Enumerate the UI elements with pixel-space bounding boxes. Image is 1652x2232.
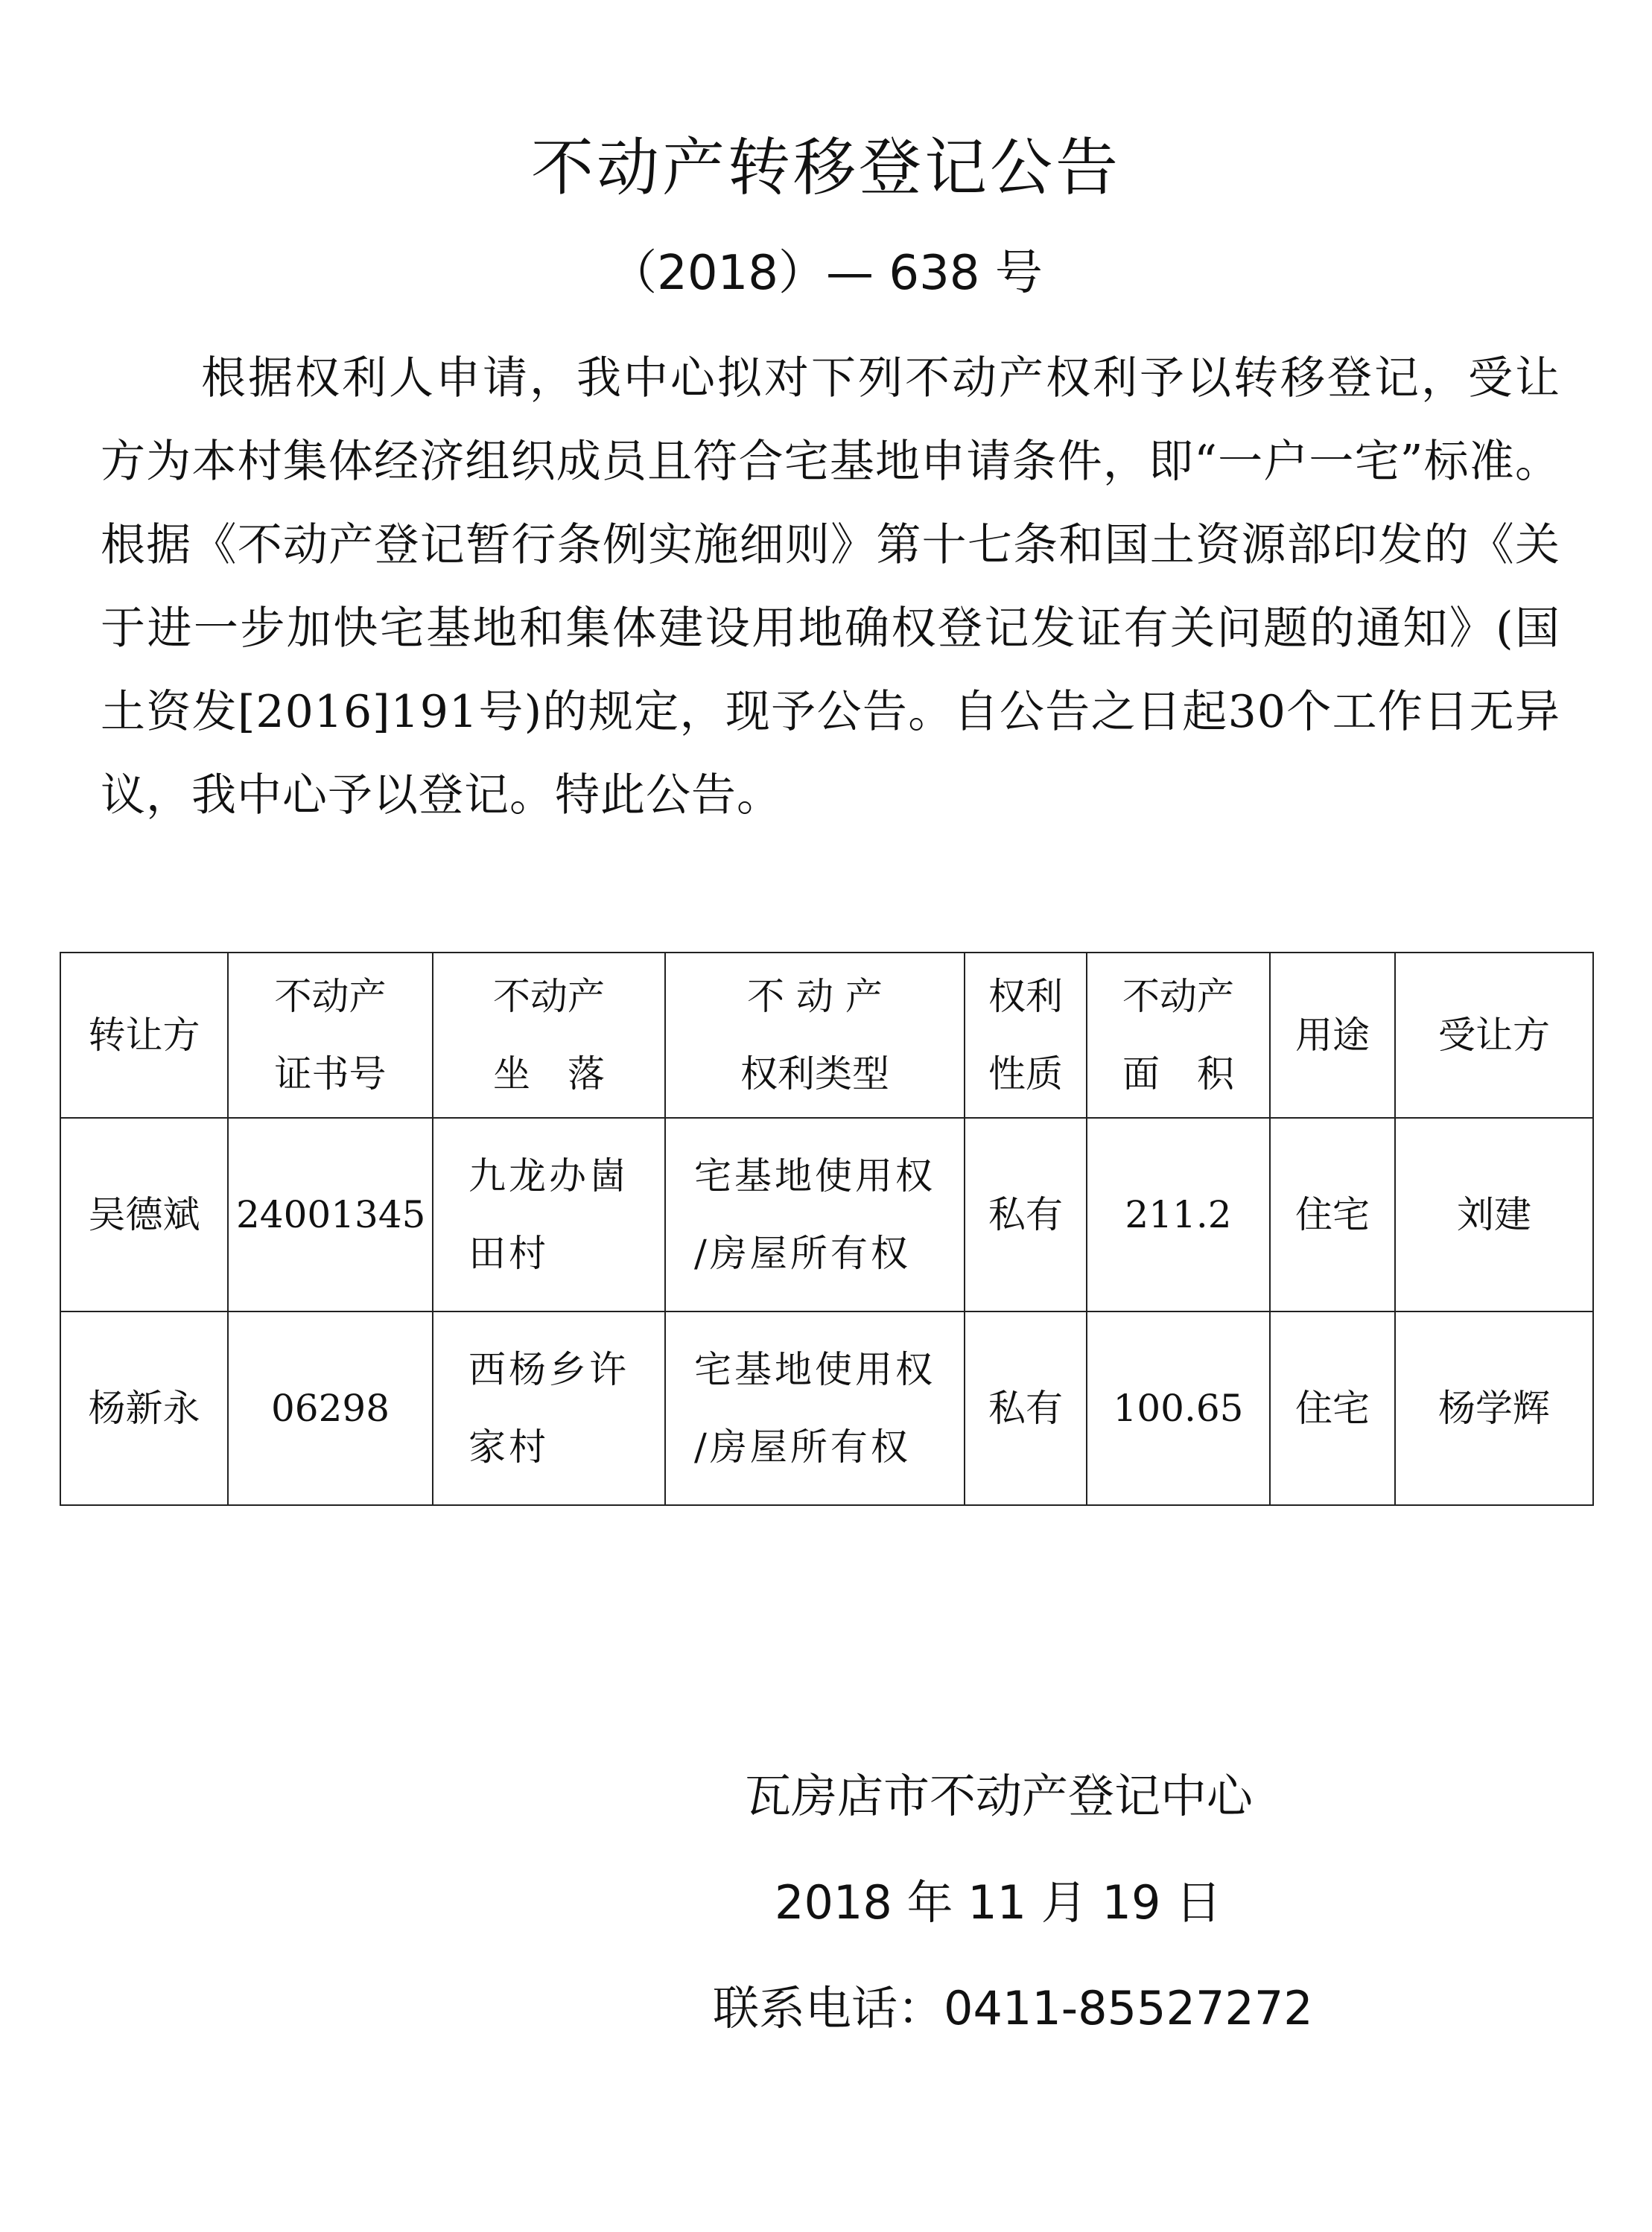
cell-right-type: 宅基地使用权 /房屋所有权 [665,1311,965,1505]
issuing-organization: 瓦房店市不动产登记中心 [745,1769,1254,1823]
cell-certificate-no: 24001345 [228,1118,433,1311]
header-usage: 用途 [1270,953,1395,1118]
header-right-type: 不 动 产 权利类型 [665,953,965,1118]
cell-area: 211.2 [1087,1118,1270,1311]
page-title: 不动产转移登记公告 [530,131,1121,204]
cell-nature: 私有 [965,1118,1087,1311]
cell-transferee: 刘建 [1395,1118,1593,1311]
cell-nature: 私有 [965,1311,1087,1505]
table-row [60,1311,1593,1505]
contact-phone: 联系电话：0411-85527272 [713,1981,1313,2035]
document-number: （2018）— 638 号 [609,246,1043,301]
registry-table [60,952,1594,1506]
header-area: 不动产 面 积 [1087,953,1270,1118]
cell-transferor: 杨新永 [60,1311,228,1505]
cell-right-type: 宅基地使用权 /房屋所有权 [665,1118,965,1311]
cell-location: 九龙办崮 田村 [433,1118,665,1311]
table-header-row [60,953,1593,1118]
announcement-body: 根据权利人申请，我中心拟对下列不动产权利予以转移登记，受让方为本村集体经济组织成员且符合宅基地申请条件，即“一户一宅”标准。根据《不动产登记暂行条例实施细则》第十七条和国土资源部印发的《关于进一步加快宅基地和集体建设用地确权登记发证有关问题的通知》(国土资发[2016]191号)的规定，现予公告。自公告之日起30个工作日无异议，我中心予以登记。特此公告。 [101,352,1560,821]
cell-area: 100.65 [1087,1311,1270,1505]
cell-usage: 住宅 [1270,1311,1395,1505]
header-transferor: 转让方 [60,953,228,1118]
cell-location: 西杨乡许 家村 [433,1311,665,1505]
issue-date: 2018 年 11 月 19 日 [775,1875,1222,1930]
table-row [60,1118,1593,1311]
cell-certificate-no: 06298 [228,1311,433,1505]
header-certificate-no: 不动产 证书号 [228,953,433,1118]
header-location: 不动产 坐 落 [433,953,665,1118]
cell-transferor: 吴德斌 [60,1118,228,1311]
cell-transferee: 杨学辉 [1395,1311,1593,1505]
header-transferee: 受让方 [1395,953,1593,1118]
header-nature: 权利 性质 [965,953,1087,1118]
cell-usage: 住宅 [1270,1118,1395,1311]
